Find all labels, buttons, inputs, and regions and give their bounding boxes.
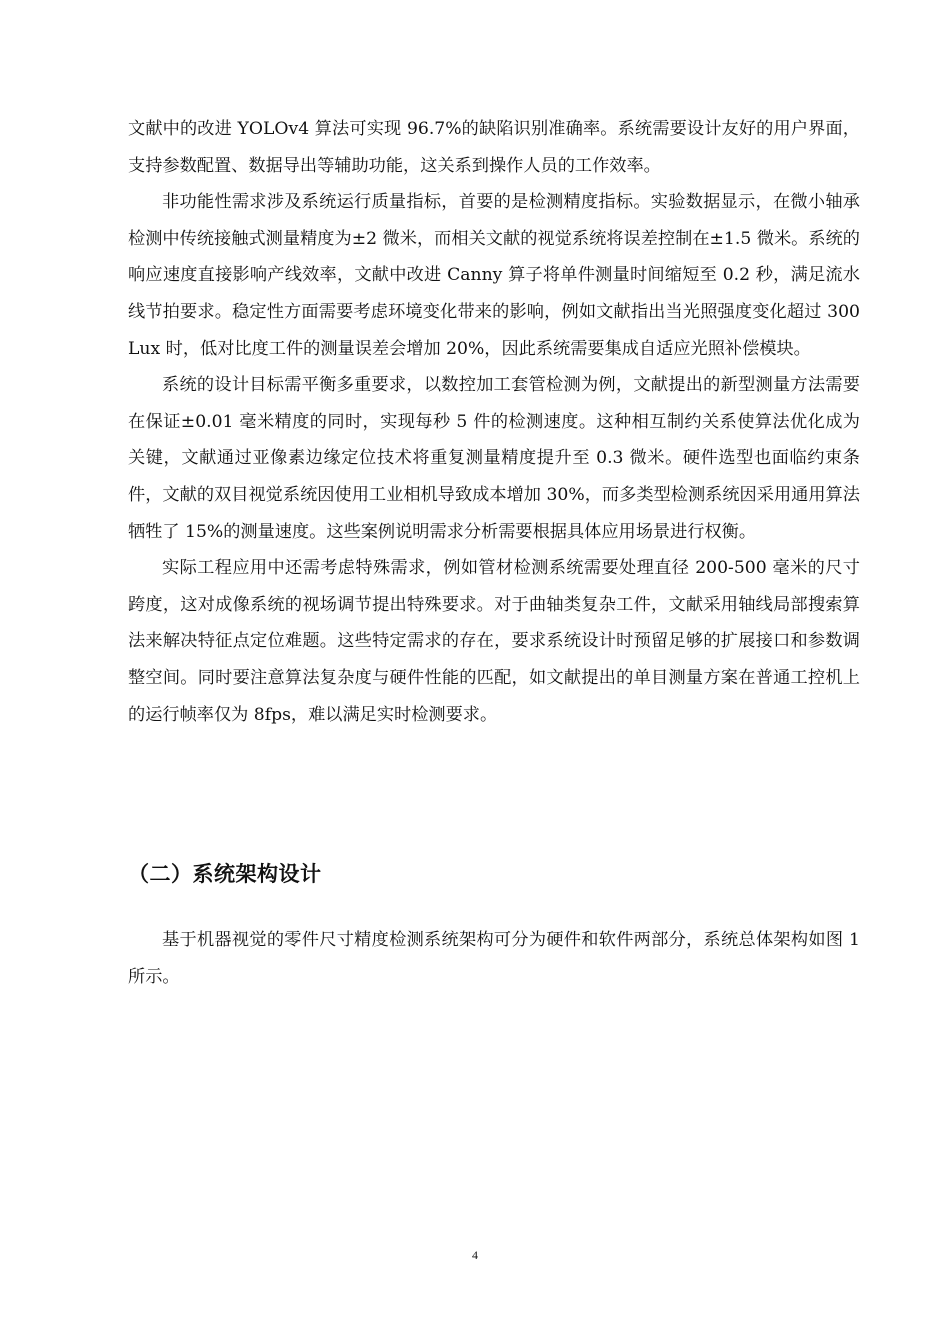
section-heading: （二）系统架构设计 — [128, 862, 322, 886]
body-text-block — [128, 111, 860, 733]
paragraph-4: 实际工程应用中还需考虑特殊需求，例如管材检测系统需要处理直径 200-500 毫米的尺寸跨度，这对成像系统的视场调节提出特殊要求。对于曲轴类复杂工件，文献采用轴线局部搜索算法来解决特征点定位难题。这些特定需求的存在，要求系统设计时预留足够的扩展接口和参数调整空间。同时要注意算法复杂度与硬件性能的匹配，如文献提出的单目测量方案在普通工控机上的运行帧率仅为 8fps，难以满足实时检测要求。 — [128, 558, 860, 725]
paragraph-2: 非功能性需求涉及系统运行质量指标，首要的是检测精度指标。实验数据显示，在微小轴承检测中传统接触式测量精度为±2 微米，而相关文献的视觉系统将误差控制在±1.5 微米。系统的响应速度直接影响产线效率，文献中改进 Canny 算子将单件测量时间缩短至 0.2 秒，满足流水线节拍要求。稳定性方面需要考虑环境变化带来的影响，例如文献指出当光照强度变化超过 300Lux 时，低对比度工件的测量误差会增加 20%，因此系统需要集成自适应光照补偿模块。 — [128, 192, 860, 359]
paragraph-1: 文献中的改进 YOLOv4 算法可实现 96.7%的缺陷识别准确率。系统需要设计友好的用户界面，支持参数配置、数据导出等辅助功能，这关系到操作人员的工作效率。 — [128, 119, 860, 176]
section-body-block — [128, 922, 860, 995]
paragraph-3: 系统的设计目标需平衡多重要求，以数控加工套管检测为例，文献提出的新型测量方法需要在保证±0.01 毫米精度的同时，实现每秒 5 件的检测速度。这种相互制约关系使算法优化成为关键，文献通过亚像素边缘定位技术将重复测量精度提升至 0.3 微米。硬件选型也面临约束条件，文献的双目视觉系统因使用工业相机导致成本增加 30%，而多类型检测系统因采用通用算法牺牲了 15%的测量速度。这些案例说明需求分析需要根据具体应用场景进行权衡。 — [128, 375, 860, 542]
page-number: 4 — [472, 1248, 478, 1262]
paragraph-5: 基于机器视觉的零件尺寸精度检测系统架构可分为硬件和软件两部分，系统总体架构如图 1 所示。 — [128, 930, 860, 987]
